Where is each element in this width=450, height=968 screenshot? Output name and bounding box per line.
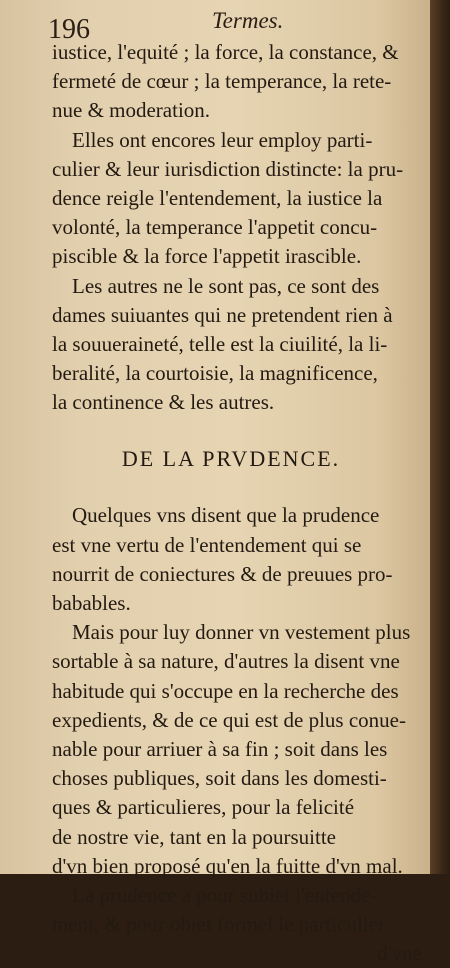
- page-body: [52, 38, 430, 968]
- text-line: culier & leur iurisdiction distincte: la pru-: [52, 156, 404, 181]
- paragraph-start: Elles ont encores leur employ parti-: [72, 127, 373, 152]
- paragraph-start: Les autres ne le sont pas, ce sont des: [72, 273, 380, 298]
- paragraph-start: Mais pour luy donner vn vestement plus: [72, 620, 411, 645]
- text-line: volonté, la temperance l'appetit concu-: [52, 215, 378, 240]
- text-line: nue & moderation.: [52, 98, 211, 123]
- text-line: ques & particulieres, pour la felicité: [52, 795, 355, 820]
- page-number: 196: [48, 14, 90, 45]
- text-line: habitude qui s'occupe en la recherche des: [52, 678, 399, 703]
- text-line: beralité, la courtoisie, la magnificence,: [52, 361, 378, 386]
- text-line: expedients, & de ce qui est de plus conue-: [52, 707, 406, 732]
- text-line: de nostre vie, tant en la poursuitte: [52, 824, 337, 849]
- text-line: ment, & pour obiet formel le particulier: [52, 912, 385, 937]
- text-line: choses publiques, soit dans les domesti-: [52, 766, 387, 791]
- spacer: [52, 417, 430, 439]
- text-line: fermeté de cœur ; la temperance, la rete-: [52, 69, 392, 94]
- paragraph-start: La prudence a pour subiet l'entende-: [72, 882, 378, 907]
- text-line: dames suiuantes qui ne pretendent rien à: [52, 302, 393, 327]
- running-title: Termes.: [212, 8, 284, 33]
- text-line: sortable à sa nature, d'autres la disent vne: [52, 649, 400, 674]
- text-line: dence reigle l'entendement, la iustice la: [52, 185, 383, 210]
- text-line: babables.: [52, 591, 131, 615]
- text-line: nourrit de coniectures & de preuues pro-: [52, 561, 393, 586]
- text-line: nable pour arriuer à sa fin ; soit dans les: [52, 736, 388, 761]
- spacer: [52, 479, 430, 501]
- book-binding-edge: [430, 0, 450, 874]
- text-line: iustice, l'equité ; la force, la constance, &: [52, 40, 399, 64]
- catchword: d'vne: [377, 941, 422, 966]
- text-line: la continence & les autres.: [52, 390, 275, 415]
- section-heading: DE LA PRVDENCE.: [121, 446, 341, 472]
- page-header: [0, 0, 430, 45]
- text-line: la souueraineté, telle est la ciuilité, la li-: [52, 331, 388, 356]
- text-line: est vne vertu de l'entendement qui se: [52, 532, 362, 557]
- text-line: piscible & la force l'appetit irascible.: [52, 244, 362, 269]
- paragraph-start: Quelques vns disent que la prudence: [72, 503, 380, 528]
- text-line: d'vn bien proposé qu'en la fuitte d'vn mal.: [52, 853, 403, 878]
